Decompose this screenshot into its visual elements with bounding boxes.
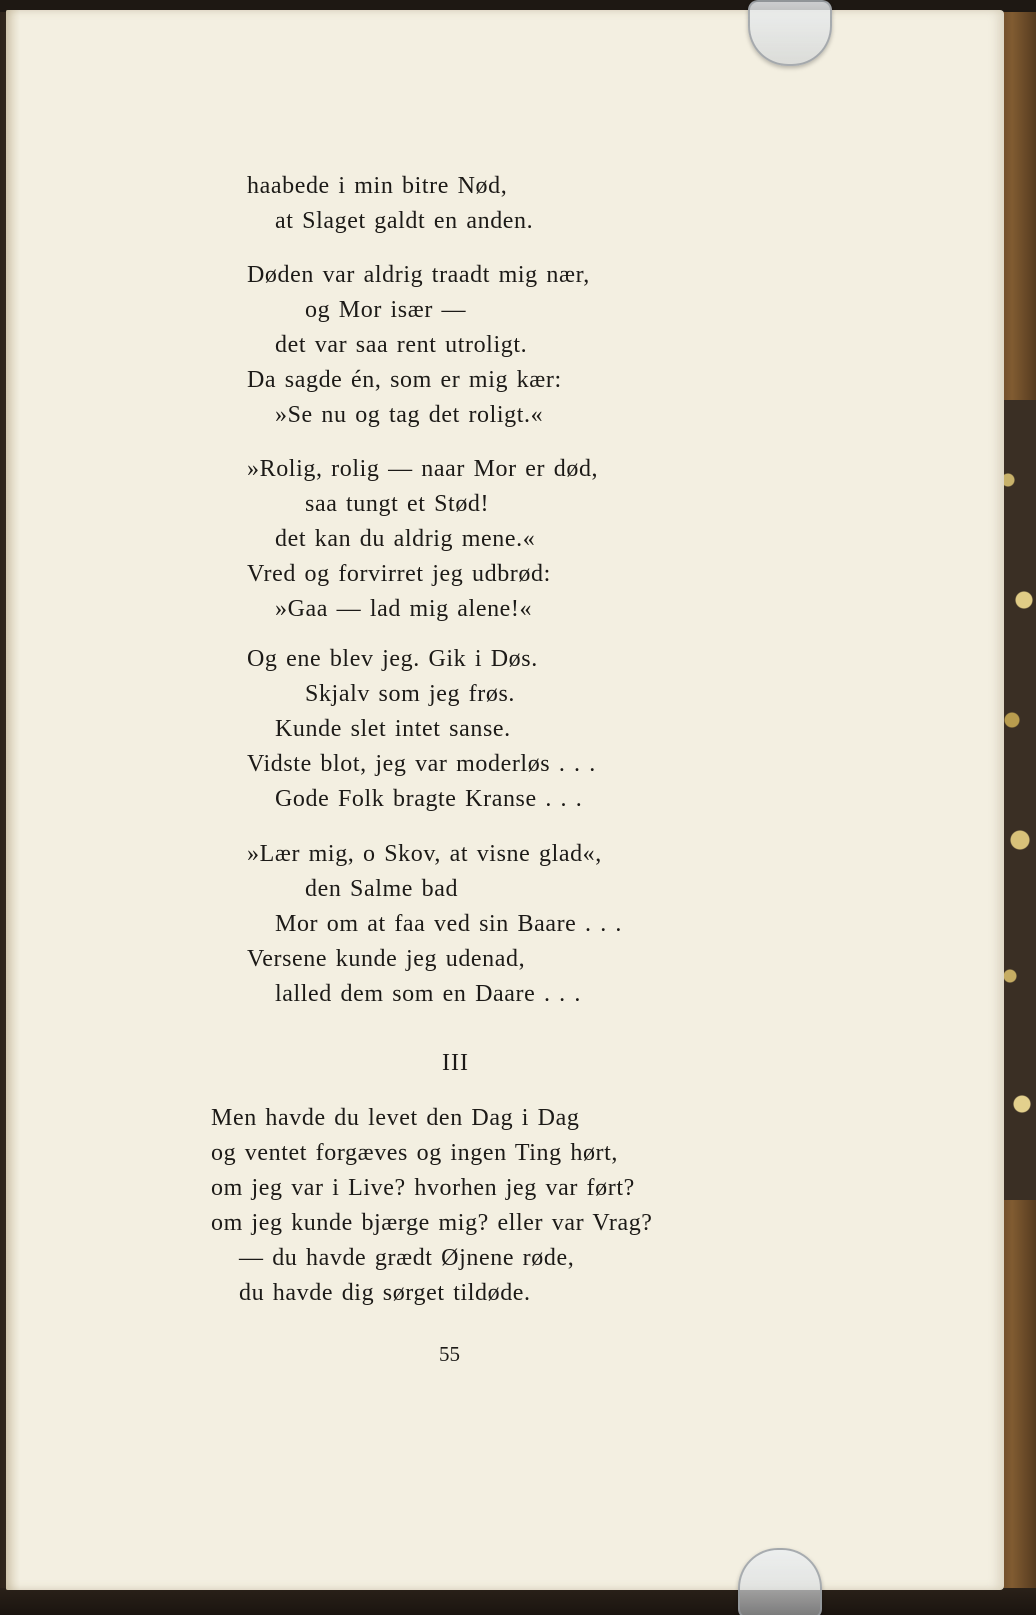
poem-line: at Slaget galdt en anden. bbox=[275, 208, 534, 234]
poem-line: det var saa rent utroligt. bbox=[275, 332, 528, 358]
poem-line: Da sagde én, som er mig kær: bbox=[247, 367, 562, 393]
page-gutter-shade bbox=[6, 10, 20, 1590]
poem-line: — du havde grædt Øjnene røde, bbox=[239, 1245, 575, 1271]
poem-line: og Mor især — bbox=[305, 297, 467, 323]
poem-line: lalled dem som en Daare . . . bbox=[275, 981, 581, 1007]
poem-line: »Gaa — lad mig alene!« bbox=[275, 596, 533, 622]
poem-line: »Rolig, rolig — naar Mor er død, bbox=[247, 456, 599, 482]
poem-line: Men havde du levet den Dag i Dag bbox=[211, 1105, 580, 1131]
poem-line: den Salme bad bbox=[305, 876, 459, 902]
poem-line: Vidste blot, jeg var moderløs . . . bbox=[247, 751, 596, 777]
poem-line: om jeg kunde bjærge mig? eller var Vrag? bbox=[211, 1210, 653, 1236]
poem-line: og ventet forgæves og ingen Ting hørt, bbox=[211, 1140, 619, 1166]
poem-line: Kunde slet intet sanse. bbox=[275, 716, 511, 742]
poem-line: Vred og forvirret jeg udbrød: bbox=[247, 561, 551, 587]
poem-line: du havde dig sørget tildøde. bbox=[239, 1280, 531, 1306]
poem-line: Versene kunde jeg udenad, bbox=[247, 946, 526, 972]
poem-line: »Se nu og tag det roligt.« bbox=[275, 402, 544, 428]
poem-line: »Lær mig, o Skov, at visne glad«, bbox=[247, 841, 602, 867]
bottom-page-clip bbox=[738, 1548, 822, 1615]
poem-line: Mor om at faa ved sin Baare . . . bbox=[275, 911, 623, 937]
bottom-edge bbox=[0, 1588, 1036, 1615]
poem-line: Og ene blev jeg. Gik i Døs. bbox=[247, 646, 538, 672]
poem-line: Gode Folk bragte Kranse . . . bbox=[275, 786, 583, 812]
poem-line: om jeg var i Live? hvorhen jeg var ført? bbox=[211, 1175, 635, 1201]
poem-line: det kan du aldrig mene.« bbox=[275, 526, 536, 552]
poem-line: haabede i min bitre Nød, bbox=[247, 173, 508, 199]
poem-line: saa tungt et Stød! bbox=[305, 491, 490, 517]
page-number: 55 bbox=[439, 1342, 460, 1366]
poem-line: Døden var aldrig traadt mig nær, bbox=[247, 262, 590, 288]
section-numeral: III bbox=[442, 1050, 469, 1076]
poem-line: Skjalv som jeg frøs. bbox=[305, 681, 515, 707]
